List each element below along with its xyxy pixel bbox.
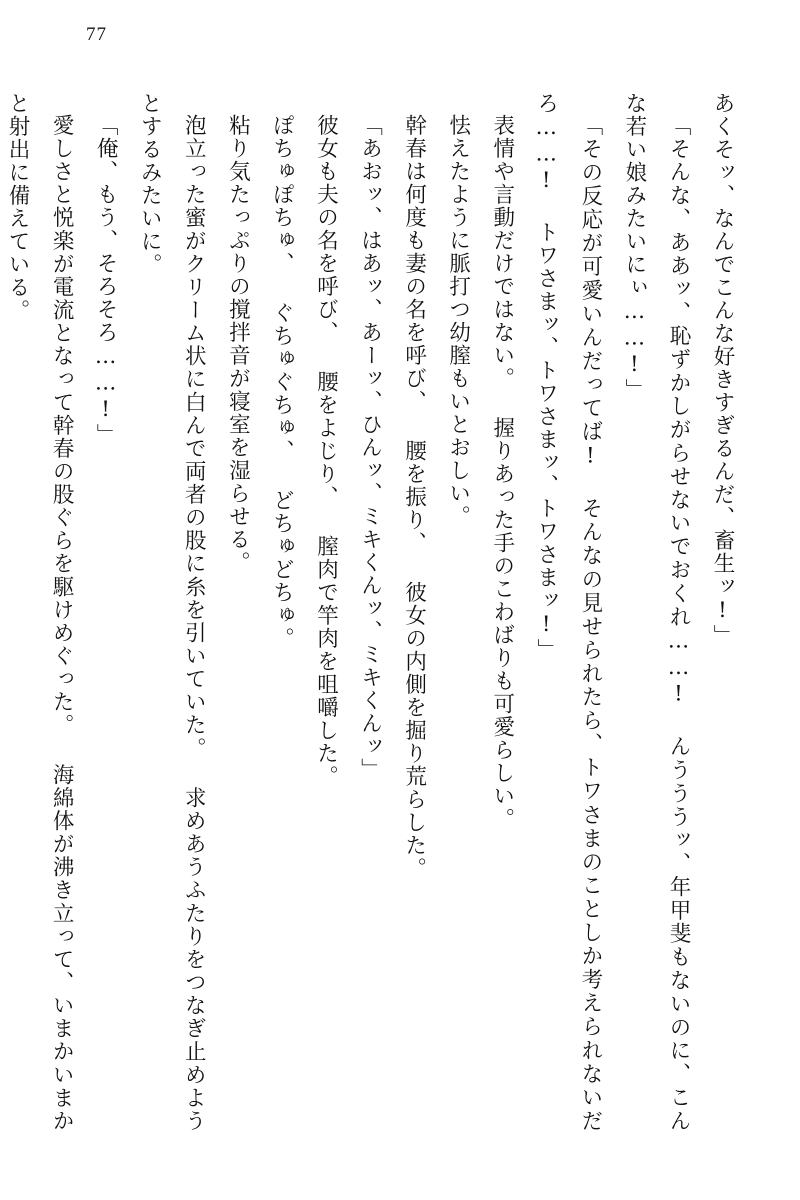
paragraph: 「そんな、ああッ、恥ずかしがらせないでおくれ……! んうううッ、年甲斐もないのに、こんな若い娘みたいにぃ……!」: [621, 92, 691, 1132]
paragraph: 「その反応が可愛いんだってば! そんなの見せられたら、トワさまのことしか考えられないだろ……! トワさまッ、トワさまッ、トワさまッ!」: [533, 92, 603, 1132]
paragraph: 彼女も夫の名を呼び、 腰をよじり、 膣肉で竿肉を咀嚼した。: [313, 113, 339, 788]
paragraph: 粘り気たっぷりの撹拌音が寝室を湿らせる。: [225, 113, 251, 574]
paragraph: 泡立った蜜がクリーム状に白んで両者の股に糸を引いていた。 求めあうふたりをつなぎ止めようとするみたいに。: [137, 92, 207, 1132]
paragraph: 幹春は何度も妻の名を呼び、 腰を振り、 彼女の内側を掘り荒らした。: [401, 113, 427, 880]
paragraph: あくそッ、なんでこんな好きすぎるんだ、畜生ッ!」: [710, 92, 735, 648]
paragraph: 表情や言動だけではない。 握りあった手のこわばりも可愛らしい。: [489, 113, 515, 830]
paragraph: ぽちゅぽちゅ、 ぐちゅぐちゅ、 どちゅどちゅ。: [269, 113, 295, 650]
body-text: [5, 92, 744, 1132]
paragraph: 愛しさと悦楽が電流となって幹春の股ぐらを駆けめぐった。 海綿体が沸き立って、いまかいまかと射出に備えている。: [5, 92, 75, 1132]
paragraph: 怯えたように脈打つ幼膣もいとおしい。: [445, 113, 471, 528]
paragraph: 「あおッ、はあッ、あーッ、ひんッ、ミキくんッ、ミキくんッ」: [357, 113, 383, 781]
paragraph: 「俺、もう、そろそろ……!」: [93, 113, 119, 446]
page-number: 77: [86, 24, 107, 45]
